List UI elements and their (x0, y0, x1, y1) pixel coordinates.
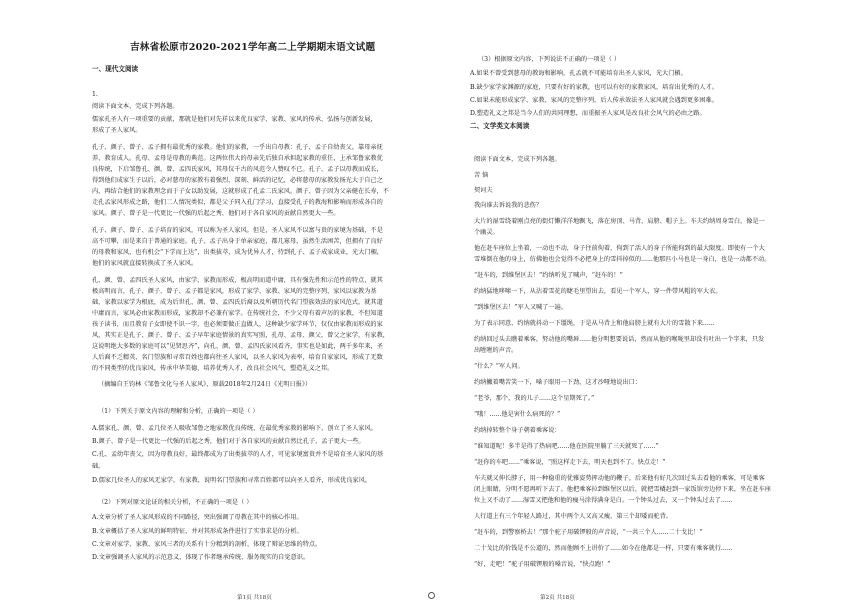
right-text-line: 阅读下面文本，完成下列各题。 (474, 156, 561, 163)
left-text-line: （2）下列对原文论证的相关分析，不正确的一项是（ ） (98, 499, 253, 506)
right-text-line: 我向谁去诉说我的悲伤？ (474, 202, 543, 209)
left-text-line: 家风。颜子、曾子是一代更比一代强的后起之秀，他们对于各自家风的贡献自然更大一些。 (92, 210, 340, 217)
left-text-line: 高不可攀，而是来自于普通的家庭。孔子、孟子出身于单亲家庭，都几寡母，虽然生活困苦，但拥有了良好 (92, 238, 383, 245)
right-text-line: 苦 恼 (474, 172, 489, 179)
right-text-line: 约纳猛地哆嗦一下，从沾着雪花的睫毛里望出去，看见一个军人，穿一件带风帽的军大衣。 (474, 288, 722, 295)
left-text-line: 中庸而言，家风必由家教而形成，家教却不必兼有家学。在传统社会，不少父母有着声厉的家教，不但知道 (92, 310, 383, 317)
left-text-line: 形成了圣人家风。 (92, 127, 142, 134)
left-text-line: 础，家教以家学为根底，成为后世孔、颜、曾、孟四氏后裔以及所朝历代名门望族效法的家风范式。就其道 (92, 299, 383, 306)
left-text-line: C.孔、孟幼年丧父，因为母教良好，最终都成为了出类拔萃的人才，可见家境富贵并不是培育圣人家风的基 (92, 451, 384, 458)
right-text-line: “哦！......他是害什么病死的？” (474, 411, 561, 418)
right-text-line: 出咝咝的声音。 (474, 347, 518, 354)
page-number-left: 第1页 共18页 (237, 595, 272, 601)
left-text-line: D.文章强调圣人家风的示范意义，体现了作者继承传统、服务现实的自觉意识。 (92, 554, 310, 561)
right-text-line: “赶你的车吧......”乘客说，“照这样走下去，明天也到不了。快点走！” (474, 459, 666, 466)
left-text-line: 人后裔不乏精英、名门望族和寻常百姓也都向往圣人家风，以圣人家风为表率，培育自家家风，形成了无数 (92, 354, 383, 361)
left-text-line: 孔子、颜子、曾子、孟子培育的家风，可以称为圣人家风。但是，圣人家风不以富与贵的家境为基础，不是 (92, 227, 383, 234)
right-text-line: 契诃夫 (474, 187, 493, 194)
left-text-line: B.颜子、曾子是一代更比一代强的后起之秀，他们对于各自家风的贡献自然比孔子、孟子更大一些。 (92, 438, 365, 445)
left-text-line: 的不同类型的优良家风，传承中华美德，培养优秀人才，改良社会风气，塑造礼义之邦。 (92, 365, 334, 372)
left-text-line: 良传统，下启邹鲁孔、颜、曾、孟四氏家风，其母仪千古的风范令人赞叹不已。孔子、孟子以母教而成长， (92, 166, 383, 173)
left-text-line: 阅读下面文本，完成下列各题。 (92, 103, 179, 110)
right-text-line: “老爷，那个，我的儿子......这个星期死了。” (474, 395, 595, 402)
right-text-line: （3）根据原文内容，下列说法不正确的一项是（ ） (478, 56, 621, 63)
page-number-right: 第2页 共18页 (540, 595, 575, 601)
left-text-line: B.文章概括了圣人家风的鲜明特征，并对其形成条件进行了实事求是的分析。 (92, 528, 303, 535)
left-text-line: 风，其实正是孔子、颜子、曾子、孟子早年家庭情景的真实写照，孔母、孟母、颜父、曾父之家学，有家教， (92, 332, 389, 339)
left-text-line: A.儒家孔、颜、曾、孟几位圣人吸收邹鲁之地家教优良传统，在最优秀家教的影响下，创立了圣人家风。 (92, 425, 377, 432)
right-text-line: 个幽灵。 (474, 229, 499, 236)
left-text-line: 孔子、颜子、曾子、孟子拥有最优秀的家教。他们的家教，一乎出自母教：孔子、孟子自幼丧父，靠母亲抚 (92, 144, 383, 151)
right-text-line: “到维堡区去！”军人又喊了一遍。 (474, 304, 567, 311)
left-text-line: 的母教和家风，也有机会“下学而上达”，出类拔萃，成为优异人才，待到孔子、孟子成家成业，光大门楣， (92, 249, 383, 256)
left-text-line: 儒家孔圣人有一项重要的贡献，那就是他们对先祥以来优良家学、家教、家风的传承、弘扬与创新发展， (92, 116, 377, 123)
left-text-line: 吉林省松原市2020-2021学年高二上学期期末语文试题 (130, 42, 376, 53)
right-text-line: 约纳回过头去瞧着乘客，努动他的嘴唇......他分明想要说话，然而从他的喉咙里却没有吐出一个字来，只发 (474, 336, 765, 343)
right-text-line: “什么？”军人问。 (474, 363, 524, 370)
left-text-line: 孔、颜、曾、孟四氏圣人家风，由家学、家教而形成，极高明而道中庸，具有强先性和示范性的特点，就其 (92, 277, 383, 284)
right-text-line: 雪堆倒在他的身上，仿佛他也会觉得不必把身上的雪抖掉似的......他那匹小马也是一身白，也是一动都不动。 (474, 256, 771, 263)
left-text-line: 极高明而言，孔子、颜子、曾子、孟子都是家风，形成了家学、家教、家风的完整序列，家风以家教为基 (92, 288, 377, 295)
right-text-line: 大片的湿雪绕着刚点亮的街灯懒洋洋地飘飞，落在房顶、马背、肩膀、帽子上。车夫约纳周身雪白，像是一 (474, 218, 765, 225)
left-text-line: 走孔孟家风形成之路，他们二人情况类似，都是父子同入孔门学习，直接受孔子的教海和影响而形成各自的 (92, 199, 383, 206)
right-text-line: “赶车的，到维堡区去！”约纳听见了喊声，“赶车的！” (474, 272, 623, 279)
right-text-line: 位上又不动了......湿雪又把他和他的瘦马涂得满身是白。一个钟头过去，又一个钟头过去了...... (474, 497, 733, 504)
page-divider-icon (428, 592, 435, 599)
right-text-line: 约纳撇着嘴苦笑一下，嗓子眼用一下劲，这才沙哑地说出口： (474, 379, 642, 386)
right-text-line: 车夫就又伸长脖子，用一种稳重的优雅姿势挥动他的鞭子。后来他有好几次回过头去看他的乘客，可是乘客 (474, 475, 765, 482)
right-text-line: D.塑造礼义之邦是当今人们的共同理想，而重振圣人家风是改良社会风气的必由之路。 (470, 110, 706, 117)
right-text-line: 为了表示同意，约纳就抖动一下缰绳，于是从马背上和他肩膀上就有大片的雪散下来...... (474, 320, 715, 327)
right-text-line: 他在赶车座位上坐着，一动也不动，身子往前佝着，佝到了活人的身子所能佝到的最大限度。即使有一个大 (474, 245, 765, 252)
right-text-line: 二十戈比的价钱是不公道的，然而他顾不上讲价了......如今在他都是一样，只要有乘客就行...... (474, 545, 733, 552)
left-text-line: 1. (92, 91, 98, 98)
left-text-line: 孩子读书，而且教育子女即使不识一字，也必须要做正直做人，这种缺少家学环节，仅仅由家教而形成的家 (92, 321, 383, 328)
left-text-line: （摘编自王钧林《邹鲁文化与圣人家风》，原载2018年2月24日《光明日报》） (98, 381, 312, 388)
right-text-line: A.如果不曾受到慈母的教诲和影响，孔孟就不可能培育出圣人家风，光大门楣。 (470, 70, 687, 77)
left-text-line: 内，再结合他们的家教理念而于子女以助发展，这就形成了孔孟二氏家风。颜子、曾子因为父亲健在长寿，不 (92, 188, 389, 195)
left-text-line: （1）下列关于原文内容的理解和分析，正确的一项是（ ） (98, 408, 259, 415)
right-text-line: 人行道上有三个年轻人路过，其中两个人又高又瘦，第三个却矮而驼背。 (474, 513, 672, 520)
right-text-line: “谁知道呢！多半是得了热病吧......他在医院里躺了三天就死了......” (474, 443, 659, 450)
left-text-line: 养、教育成人。孔母、孟母是母教的典范。这两位伟大的母亲先后独自承担起家教的重任，上承邹鲁家教优 (92, 155, 383, 162)
left-text-line: 础。 (92, 463, 105, 470)
left-text-line: 得到他们成家生子以后，必对慈母的家教有着强烈、深刻、鲜活的记忆，必将慈母的家教发扬光大于自己之 (92, 177, 383, 184)
left-text-line: A.文章分析了圣人家风形成的不同路径，突出强调了母教在其中的核心作用。 (92, 514, 303, 521)
right-text-line: B.缺少家学家渊源的家庭，只要有好的家教，也可以有好的家教家风，培育出优秀的人才。 (470, 84, 718, 91)
left-text-line: 一、现代文阅读 (92, 65, 139, 73)
right-text-line: 约纳掉转整个身子朝着乘客说： (474, 427, 561, 434)
right-text-line: “好，走吧！”驼子用破锣般的嗓音说，“快点跑！” (474, 561, 611, 568)
right-text-line: C.如果未能形成家学、家教、家风的完整序列，后人传承效法圣人家风就会遇到更多困难。 (470, 97, 718, 104)
right-text-line: 二、文学类文本阅读 (470, 122, 530, 130)
right-text-line: “赶车的，到警察桥去！”那个驼子用破锣般的声音说，“一共三个人......二十戈比！” (474, 529, 703, 536)
right-text-line: 闭上眼睛，分明不愿再听下去了。他把乘客拉到维堡区以后，就把雪橇赶到一家饭馆旁边停下来，坐在赶车座 (474, 486, 771, 493)
left-text-line: C.文章对家学、家教、家风三者的关系有十分精到的剖析，体现了辩证思维的特点。 (92, 541, 322, 548)
left-text-line: D.儒家几位圣人的家风无家学，有家教，说明名门望族和寻常百姓都可以向圣人看齐，形成优良家风。 (92, 477, 371, 484)
left-text-line: 他们的家风就直接转换成了圣人家风。 (92, 260, 198, 267)
left-text-line: 这说明绝大多数的家庭可以“见贤思齐”，向孔、颜、曾、孟四氏家风看齐，事实也是如此，两千多年来，圣 (92, 343, 383, 350)
